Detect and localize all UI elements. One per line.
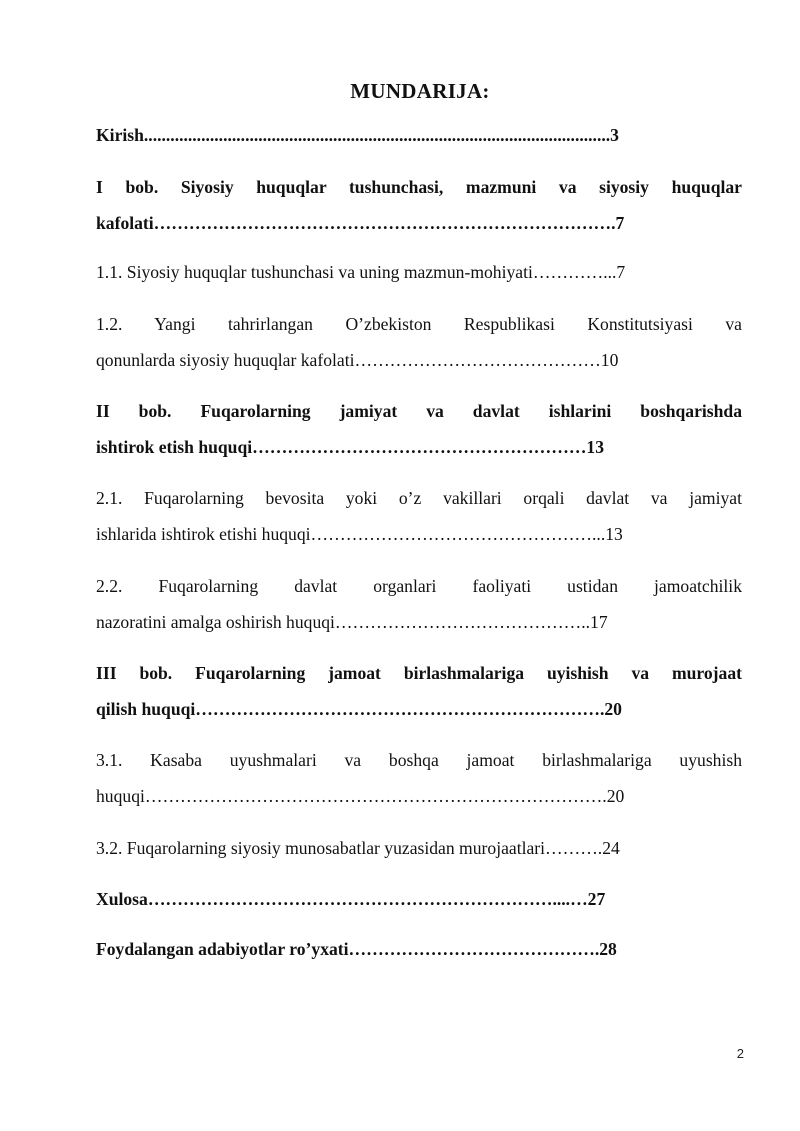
toc-entry-conclusion [96,881,742,917]
toc-line: qonunlarda siyosiy huquqlar kafolati……………………………………10 [96,350,619,370]
toc-line: 1.2. Yangi tahrirlangan O’zbekiston Respublikasi Konstitutsiyasi va [96,314,742,334]
toc-line: 2.1. Fuqarolarning bevosita yoki o’z vakillari orqali davlat va jamiyat [96,488,742,508]
toc-line: II bob. Fuqarolarning jamiyat va davlat ishlarini boshqarishda [96,401,742,421]
toc-entry-references [96,931,742,967]
page-title: MUNDARIJA: [350,79,490,103]
toc-line: 1.1. Siyosiy huquqlar tushunchasi va uning mazmun-mohiyati…………...7 [96,262,626,282]
toc-line: Xulosa……………………………………………………………....…27 [96,889,606,909]
toc-line: kafolati…………………………………………………………………….7 [96,213,625,233]
toc-line: I bob. Siyosiy huquqlar tushunchasi, mazmuni va siyosiy huquqlar [96,177,742,197]
toc-entry-chapter-2 [96,393,742,465]
toc-line: huquqi…………………………………………………………………….20 [96,786,625,806]
toc-line: 3.2. Fuqarolarning siyosiy munosabatlar yuzasidan murojaatlari……….24 [96,838,620,858]
toc-entry-section-3-1 [96,742,742,814]
toc-line: ishlarida ishtirok etishi huquqi…………………………………………...13 [96,524,623,544]
toc-entry-section-1-1 [96,254,742,290]
toc-line: nazoratini amalga oshirish huquqi……………………………………..17 [96,612,608,632]
toc-entry-section-1-2 [96,306,742,378]
toc-line: 2.2. Fuqarolarning davlat organlari faoliyati ustidan jamoatchilik [96,576,742,596]
toc-entry-chapter-3 [96,655,742,727]
toc-entry-section-2-1 [96,480,742,552]
page-number: 2 [736,1046,744,1061]
toc-line: qilish huquqi…………………………………………………………….20 [96,699,622,719]
toc-entry-chapter-1 [96,169,742,241]
toc-line: III bob. Fuqarolarning jamoat birlashmalariga uyishish va murojaat [96,663,742,683]
toc-line: Kirish..........................................................................................................3 [96,125,619,145]
toc-entry-introduction [96,117,742,153]
toc-line: 3.1. Kasaba uyushmalari va boshqa jamoat birlashmalariga uyushish [96,750,742,770]
toc-line: Foydalangan adabiyotlar ro’yxati…………………………………….28 [96,939,617,959]
toc-entry-section-3-2 [96,830,742,866]
toc-line: ishtirok etish huquqi…………………………………………………13 [96,437,605,457]
toc-entry-section-2-2 [96,568,742,640]
